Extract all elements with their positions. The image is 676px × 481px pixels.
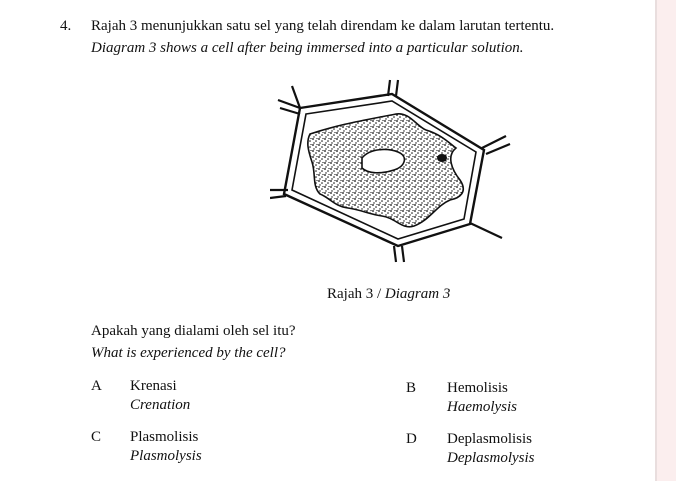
option-c-english[interactable]: Plasmolysis — [130, 448, 202, 464]
plasmolysed-cell-diagram — [270, 78, 520, 263]
option-c-malay[interactable]: Plasmolisis — [130, 429, 199, 445]
page-edge — [655, 0, 657, 481]
option-d-english[interactable]: Deplasmolysis — [447, 450, 535, 466]
option-b-malay[interactable]: Hemolisis — [447, 380, 508, 396]
option-b-letter[interactable]: B — [406, 380, 417, 396]
prompt-english: What is experienced by the cell? — [91, 345, 286, 361]
option-a-letter[interactable]: A — [91, 378, 102, 394]
prompt-malay: Apakah yang dialami oleh sel itu? — [91, 323, 296, 339]
figure-caption-english: Diagram 3 — [384, 286, 451, 302]
question-stem-english: Diagram 3 shows a cell after being immersed into a particular solution. — [91, 40, 524, 56]
option-b-english[interactable]: Haemolysis — [447, 399, 517, 415]
option-a-malay[interactable]: Krenasi — [130, 378, 177, 394]
nucleus — [437, 154, 447, 162]
option-a-english[interactable]: Crenation — [130, 397, 191, 413]
option-d-malay[interactable]: Deplasmolisis — [447, 431, 532, 447]
option-d-letter[interactable]: D — [406, 431, 417, 447]
option-c-letter[interactable]: C — [91, 429, 102, 445]
figure-caption-malay: Rajah 3 / — [327, 286, 382, 302]
question-number: 4. — [60, 18, 72, 34]
question-stem-malay: Rajah 3 menunjukkan satu sel yang telah direndam ke dalam larutan tertentu. — [91, 18, 555, 34]
figure-caption — [327, 285, 450, 303]
